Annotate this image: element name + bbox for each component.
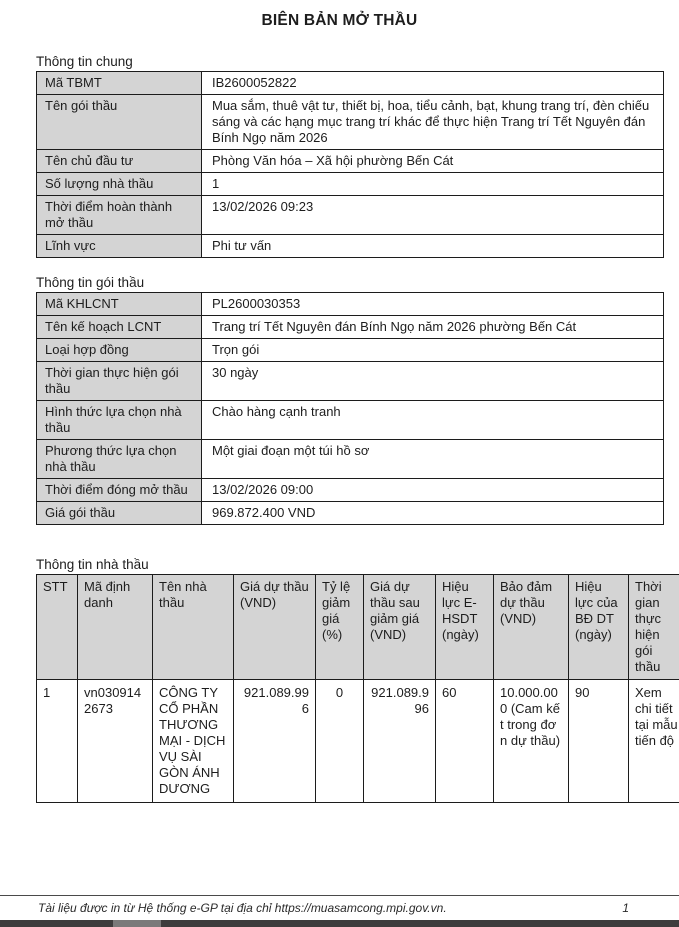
bidders-table-viewport [36, 574, 679, 803]
row-label: Thời điểm hoàn thành mở thầu [37, 196, 202, 235]
page-title: BIÊN BẢN MỞ THẦU [261, 12, 418, 29]
table-row [37, 502, 664, 525]
column-header-thoi-gian: Thời gian thực hiện gói thầu [629, 575, 679, 680]
table-row [37, 293, 664, 316]
section-heading-bidders: Thông tin nhà thầu [36, 557, 149, 572]
row-value: Trang trí Tết Nguyên đán Bính Ngọ năm 2026 phường Bến Cát [202, 316, 664, 339]
cell-bao-dam: 10.000.000 (Cam kết trong đơn dự thầu) [494, 680, 569, 803]
column-header-hieu-luc-ehsdt: Hiệu lực E-HSDT (ngày) [436, 575, 494, 680]
row-value: 13/02/2026 09:00 [202, 479, 664, 502]
row-label: Số lượng nhà thầu [37, 173, 202, 196]
horizontal-scrollbar[interactable] [0, 920, 679, 927]
table-row [37, 401, 664, 440]
row-value: Mua sắm, thuê vật tư, thiết bị, hoa, tiểu cảnh, bạt, khung trang trí, đèn chiếu sáng và các hạng mục trang trí khác để thực hiện Trang trí Tết Nguyên đán Bính Ngọ năm 2026 [202, 95, 664, 150]
scrollbar-thumb[interactable] [113, 920, 161, 927]
table-row [37, 479, 664, 502]
row-value: 1 [202, 173, 664, 196]
column-header-gia-sau-giam: Giá dự thầu sau giảm giá (VND) [364, 575, 436, 680]
row-label: Giá gói thầu [37, 502, 202, 525]
section-heading-general: Thông tin chung [36, 54, 133, 69]
row-label: Mã KHLCNT [37, 293, 202, 316]
footer-divider [0, 895, 679, 896]
cell-gia-du-thau: 921.089.996 [234, 680, 316, 803]
row-label: Loại hợp đồng [37, 339, 202, 362]
column-header-gia-du-thau: Giá dự thầu (VND) [234, 575, 316, 680]
section-heading-package: Thông tin gói thầu [36, 275, 145, 290]
table-row [37, 235, 664, 258]
row-label: Thời điểm đóng mở thầu [37, 479, 202, 502]
table-row [37, 680, 679, 803]
table-row [37, 72, 664, 95]
table-row [37, 173, 664, 196]
row-value: Trọn gói [202, 339, 664, 362]
row-value: Phòng Văn hóa – Xã hội phường Bến Cát [202, 150, 664, 173]
column-header-stt: STT [37, 575, 78, 680]
row-label: Lĩnh vực [37, 235, 202, 258]
cell-hieu-luc-bddt: 90 [569, 680, 629, 803]
cell-ten-nha-thau: CÔNG TY CỔ PHẦN THƯƠNG MẠI - DỊCH VỤ SÀI GÒN ÁNH DƯƠNG [153, 680, 234, 803]
column-header-ma-dinh-danh: Mã định danh [78, 575, 153, 680]
bidders-table [36, 574, 679, 803]
table-row [37, 196, 664, 235]
column-header-ten-nha-thau: Tên nhà thầu [153, 575, 234, 680]
column-header-ty-le-giam-gia: Tỷ lệ giảm giá (%) [316, 575, 364, 680]
row-value: IB2600052822 [202, 72, 664, 95]
table-row [37, 95, 664, 150]
cell-stt: 1 [37, 680, 78, 803]
row-value: 13/02/2026 09:23 [202, 196, 664, 235]
row-value: 30 ngày [202, 362, 664, 401]
cell-thoi-gian: Xem chi tiết tại mẫu tiến độ [629, 680, 679, 803]
row-value: PL2600030353 [202, 293, 664, 316]
footer [0, 899, 679, 919]
table-header-row [37, 575, 679, 680]
row-value: 969.872.400 VND [202, 502, 664, 525]
row-label: Tên kế hoạch LCNT [37, 316, 202, 339]
table-row [37, 316, 664, 339]
row-value: Phi tư vấn [202, 235, 664, 258]
row-label: Tên chủ đầu tư [37, 150, 202, 173]
package-info-table [36, 292, 664, 525]
footer-note: Tài liệu được in từ Hệ thống e-GP tại địa chỉ https://muasamcong.mpi.gov.vn. [38, 901, 447, 915]
row-label: Phương thức lựa chọn nhà thầu [37, 440, 202, 479]
general-info-table [36, 71, 664, 258]
table-row [37, 339, 664, 362]
page-number: 1 [622, 901, 629, 915]
cell-ma-dinh-danh: vn0309142673 [78, 680, 153, 803]
cell-gia-sau-giam: 921.089.996 [364, 680, 436, 803]
row-value: Một giai đoạn một túi hồ sơ [202, 440, 664, 479]
table-row [37, 150, 664, 173]
cell-hieu-luc-ehsdt: 60 [436, 680, 494, 803]
row-label: Thời gian thực hiện gói thầu [37, 362, 202, 401]
table-row [37, 362, 664, 401]
column-header-hieu-luc-bddt: Hiệu lực của BĐ DT (ngày) [569, 575, 629, 680]
column-header-bao-dam: Bảo đảm dự thầu (VND) [494, 575, 569, 680]
row-value: Chào hàng cạnh tranh [202, 401, 664, 440]
cell-ty-le-giam-gia: 0 [316, 680, 364, 803]
row-label: Mã TBMT [37, 72, 202, 95]
row-label: Tên gói thầu [37, 95, 202, 150]
row-label: Hình thức lựa chọn nhà thầu [37, 401, 202, 440]
table-row [37, 440, 664, 479]
